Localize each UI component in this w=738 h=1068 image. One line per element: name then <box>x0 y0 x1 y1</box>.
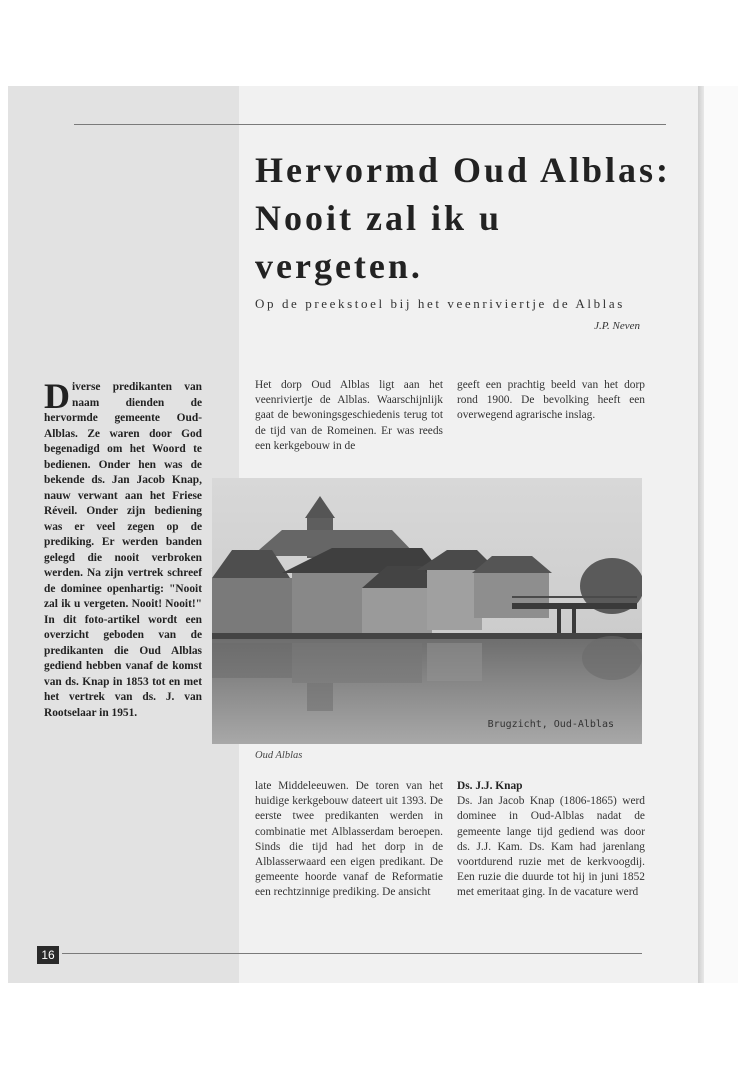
bottom-rule <box>62 953 642 954</box>
next-page-edge <box>704 86 738 983</box>
article-subtitle: Op de preekstoel bij het veenriviertje de Alblas <box>255 296 625 311</box>
section-heading-knap: Ds. J.J. Knap <box>457 780 523 792</box>
column-2-top-text: geeft een prachtig beeld van het dorp rond 1900. De bevolking heeft een overwegend agrarische inslag. <box>457 379 645 422</box>
column-2-bottom-text: Ds. Jan Jacob Knap (1806-1865) werd dominee in Oud-Alblas nadat de gemeente lange tijd gediend was door ds. J.J. Kam. Ds. Kam had jarenlang voortdurend ruzie met de kerkvoogdij. Een ruzie die duurde tot hij in juni 1852 met emeritaat ging. In de vacature werd <box>457 795 645 899</box>
photo-inscription: Brugzicht, Oud-Alblas <box>487 719 614 730</box>
page-number: 16 <box>37 946 59 964</box>
column-1-bottom-text: late Middeleeuwen. De toren van het huidige kerkgebouw dateert uit 1393. De eerste twee predikanten werden in combinatie met Alblasserdam beroepen. Sinds die tijd had het dorp in de Alblasserwaard een eigen predikant. De gemeente hoorde vanaf de Reformatie een rechtzinnige prediking. De ansicht <box>255 780 443 899</box>
village-photo-illustration <box>212 478 642 744</box>
drop-cap: D <box>44 376 70 416</box>
top-rule <box>74 124 666 125</box>
column-1-top-text: Het dorp Oud Alblas ligt aan het veenriviertje de Alblas. Waarschijnlijk gaat de bewoningsgeschiedenis terug tot de tijd van de Romeinen. Er was reeds een kerkgebouw in de <box>255 379 443 452</box>
photo-caption: Oud Alblas <box>255 750 303 761</box>
intro-paragraph <box>44 376 202 721</box>
article-author: J.P. Neven <box>594 320 640 332</box>
village-photo <box>212 478 642 744</box>
column-2-bottom <box>457 779 645 901</box>
article-title: Hervormd Oud Alblas: Nooit zal ik u vergeten. <box>255 150 672 286</box>
intro-text: iverse predikanten van naam dienden de hervormde gemeente Oud-Alblas. Ze waren door God begenadigd om het Woord te bedienen. Onder hen was de bekende ds. Jan Jacob Knap, nauw verwant aan het Friese Réveil. Onder zijn bediening was er veel zegen op de prediking. Er werden banden gelegd die nooit verbroken werden. Na zijn vertrek schreef de dominee openhartig: "Nooit zal ik u vergeten. Nooit! Nooit!" In dit foto-artikel wordt een overzicht geboden van de predikanten die Oud Alblas gediend hebben vanaf de komst van ds. Knap in 1853 tot en met het vertrek van ds. J. van Rootselaar in 1951. <box>44 381 202 719</box>
